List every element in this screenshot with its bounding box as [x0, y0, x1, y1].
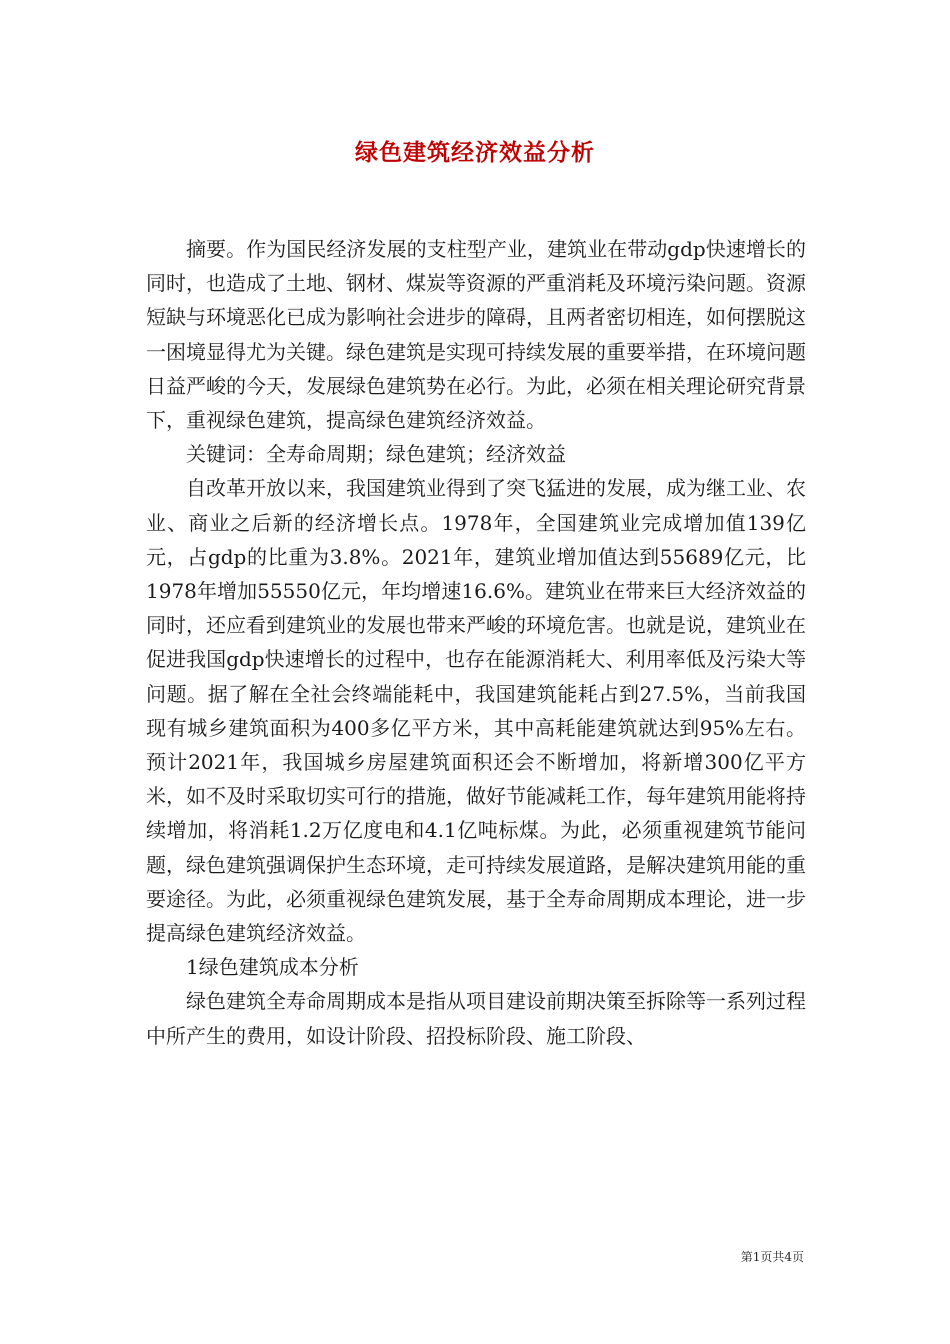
document-title: 绿色建筑经济效益分析 [355, 139, 595, 166]
page-number: 第1页共4页 [740, 1250, 804, 1264]
keywords-paragraph: 关键词：全寿命周期；绿色建筑；经济效益 [186, 442, 566, 467]
section-heading: 1绿色建筑成本分析 [186, 955, 359, 980]
intro-paragraph: 自改革开放以来，我国建筑业得到了突飞猛进的发展，成为继工业、农业、商业之后新的经济增长点。1978年，全国建筑业完成增加值139亿元，占gdp的比重为3.8%。2021年，建筑业增加值达到55689亿元，比1978年增加55550亿元，年均增速16.6%。建筑业在带来巨大经济效益的同时，还应看到建筑业的发展也带来严峻的环境危害。也就是说，建筑业在促进我国gdp快速增长的过程中，也存在能源消耗大、利用率低及污染大等问题。据了解在全社会终端能耗中，我国建筑能耗占到27.5%，当前我国现有城乡建筑面积为400多亿平方米，其中高耗能建筑就达到95%左右。预计2021年，我国城乡房屋建筑面积还会不断增加，将新增300亿平方米，如不及时采取切实可行的措施，做好节能减耗工作，每年建筑用能将持续增加，将消耗1.2万亿度电和4.1亿吨标煤。为此，必须重视建筑节能问题，绿色建筑强调保护生态环境，走可持续发展道路，是解决建筑用能的重要途径。为此，必须重视绿色建筑发展，基于全寿命周期成本理论，进一步提高绿色建筑经济效益。 [146, 476, 806, 946]
document-body [146, 232, 806, 1053]
abstract-paragraph: 摘要。作为国民经济发展的支柱型产业，建筑业在带动gdp快速增长的同时，也造成了土地、钢材、煤炭等资源的严重消耗及环境污染问题。资源短缺与环境恶化已成为影响社会进步的障碍，且两者密切相连，如何摆脱这一困境显得尤为关键。绿色建筑是实现可持续发展的重要举措，在环境问题日益严峻的今天，发展绿色建筑势在必行。为此，必须在相关理论研究背景下，重视绿色建筑，提高绿色建筑经济效益。 [146, 237, 806, 433]
section-paragraph: 绿色建筑全寿命周期成本是指从项目建设前期决策至拆除等一系列过程中所产生的费用，如设计阶段、招投标阶段、施工阶段、 [146, 989, 806, 1048]
